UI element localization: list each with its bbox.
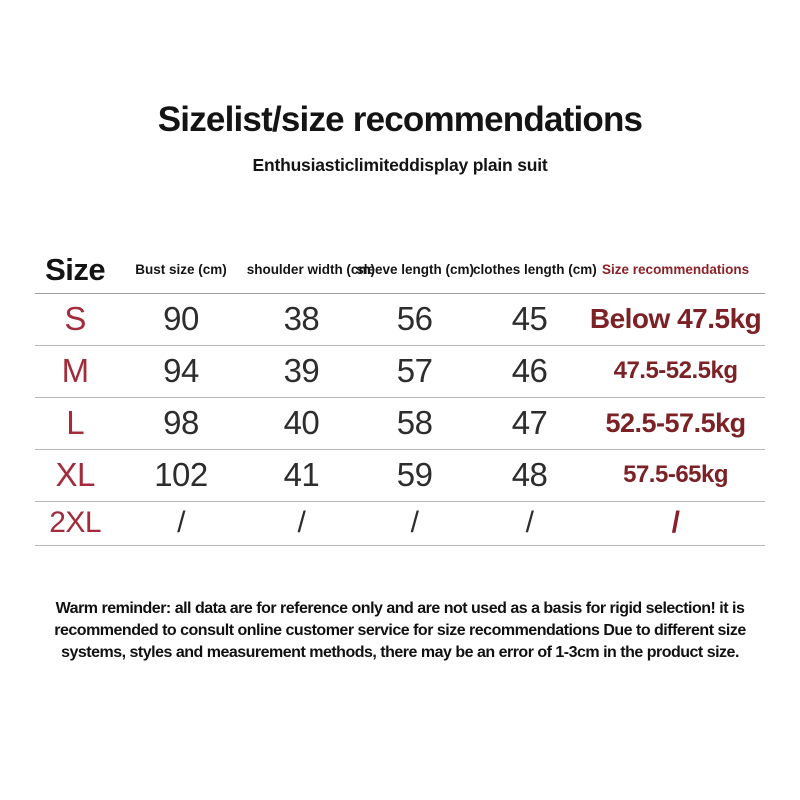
size-table-header — [35, 247, 765, 293]
column-header-size: Size — [35, 247, 115, 293]
clothes-value: 45 — [473, 293, 586, 345]
shoulder-value: / — [247, 501, 357, 545]
sleeve-value: 59 — [356, 449, 473, 501]
bust-value: / — [115, 501, 246, 545]
recommendation-value: / — [586, 501, 765, 545]
table-row-l — [35, 397, 765, 449]
size-table — [35, 247, 765, 546]
clothes-value: 48 — [473, 449, 586, 501]
bust-value: 90 — [115, 293, 246, 345]
column-header-sleeve: sleeve length (cm) — [356, 247, 473, 293]
bust-value: 98 — [115, 397, 246, 449]
clothes-value: 47 — [473, 397, 586, 449]
sleeve-value: 58 — [356, 397, 473, 449]
size-label: L — [35, 397, 115, 449]
size-table-body — [35, 293, 765, 545]
warm-reminder-line: systems, styles and measurement methods, there may be an error of 1-3cm in the product size. — [61, 643, 739, 661]
warm-reminder-line: Warm reminder: all data are for reference only and are not used as a basis for rigid selection! it is — [55, 599, 745, 617]
sleeve-value: 57 — [356, 345, 473, 397]
size-label: M — [35, 345, 115, 397]
column-header-shoulder: shoulder width (cm) — [247, 247, 357, 293]
table-row-m — [35, 345, 765, 397]
recommendation-value: Below 47.5kg — [586, 293, 765, 345]
warm-reminder — [0, 598, 800, 664]
size-label: XL — [35, 449, 115, 501]
size-label: 2XL — [35, 501, 115, 545]
sleeve-value: / — [356, 501, 473, 545]
recommendation-value: 47.5-52.5kg — [586, 345, 765, 397]
recommendation-value: 57.5-65kg — [586, 449, 765, 501]
bust-value: 94 — [115, 345, 246, 397]
shoulder-value: 38 — [247, 293, 357, 345]
table-row-xl — [35, 449, 765, 501]
page-subtitle: Enthusiasticlimiteddisplay plain suit — [252, 155, 548, 175]
size-label: S — [35, 293, 115, 345]
column-header-recommendation: Size recommendations — [586, 247, 765, 293]
header-row — [35, 247, 765, 293]
bust-value: 102 — [115, 449, 246, 501]
column-header-clothes: clothes length (cm) — [473, 247, 586, 293]
warm-reminder-line: recommended to consult online customer service for size recommendations Due to different size — [54, 621, 746, 639]
clothes-value: / — [473, 501, 586, 545]
recommendation-value: 52.5-57.5kg — [586, 397, 765, 449]
table-row-2xl — [35, 501, 765, 545]
table-row-s — [35, 293, 765, 345]
page-title: Sizelist/size recommendations — [157, 100, 643, 139]
shoulder-value: 40 — [247, 397, 357, 449]
column-header-bust: Bust size (cm) — [115, 247, 246, 293]
shoulder-value: 41 — [247, 449, 357, 501]
sleeve-value: 56 — [356, 293, 473, 345]
shoulder-value: 39 — [247, 345, 357, 397]
clothes-value: 46 — [473, 345, 586, 397]
